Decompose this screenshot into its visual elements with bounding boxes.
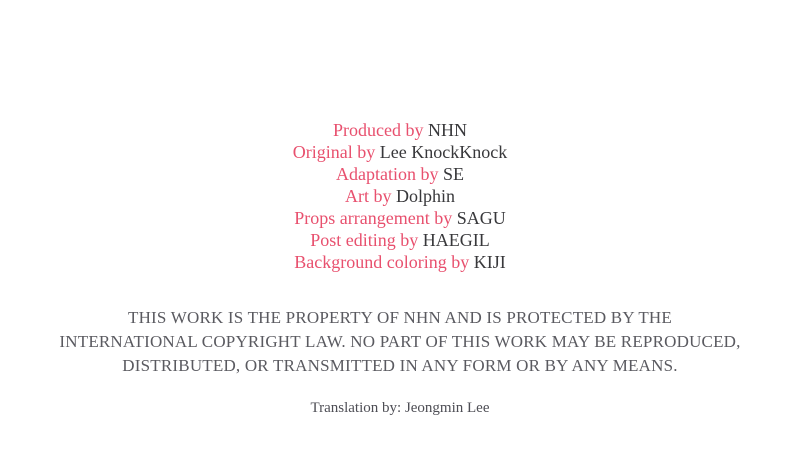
- credit-role-label: Props arrangement by: [294, 208, 453, 228]
- credit-name-value: KIJI: [473, 252, 506, 272]
- credit-name-value: Lee KnockKnock: [379, 142, 508, 162]
- credit-line-art-by: [0, 185, 800, 207]
- credits-block: [0, 119, 800, 273]
- credit-name-value: Dolphin: [395, 186, 455, 206]
- credit-role-label: Art by: [344, 186, 392, 206]
- credit-name-value: HAEGIL: [422, 230, 490, 250]
- credit-name-value: SAGU: [456, 208, 506, 228]
- credit-role-label: Original by: [292, 142, 376, 162]
- copyright-line: THIS WORK IS THE PROPERTY OF NHN AND IS PROTECTED BY THE: [128, 308, 672, 327]
- credit-line-background-coloring-by: [0, 251, 800, 273]
- credit-line-props-arrangement-by: [0, 207, 800, 229]
- credit-role-label: Adaptation by: [336, 164, 439, 184]
- credit-line-post-editing-by: [0, 229, 800, 251]
- credit-name-value: SE: [442, 164, 464, 184]
- copyright-line: DISTRIBUTED, OR TRANSMITTED IN ANY FORM OR BY ANY MEANS.: [122, 356, 678, 375]
- credit-role-label: Background coloring by: [294, 252, 470, 272]
- copyright-line: INTERNATIONAL COPYRIGHT LAW. NO PART OF THIS WORK MAY BE REPRODUCED,: [59, 332, 741, 351]
- credit-role-label: Produced by: [333, 120, 424, 140]
- credit-role-label: Post editing by: [310, 230, 419, 250]
- credit-line-adaptation-by: [0, 163, 800, 185]
- credit-line-original-by: [0, 141, 800, 163]
- credit-name-value: NHN: [427, 120, 467, 140]
- copyright-notice: [0, 306, 800, 378]
- credit-line-produced-by: [0, 119, 800, 141]
- translation-credit: Translation by: Jeongmin Lee: [310, 400, 490, 416]
